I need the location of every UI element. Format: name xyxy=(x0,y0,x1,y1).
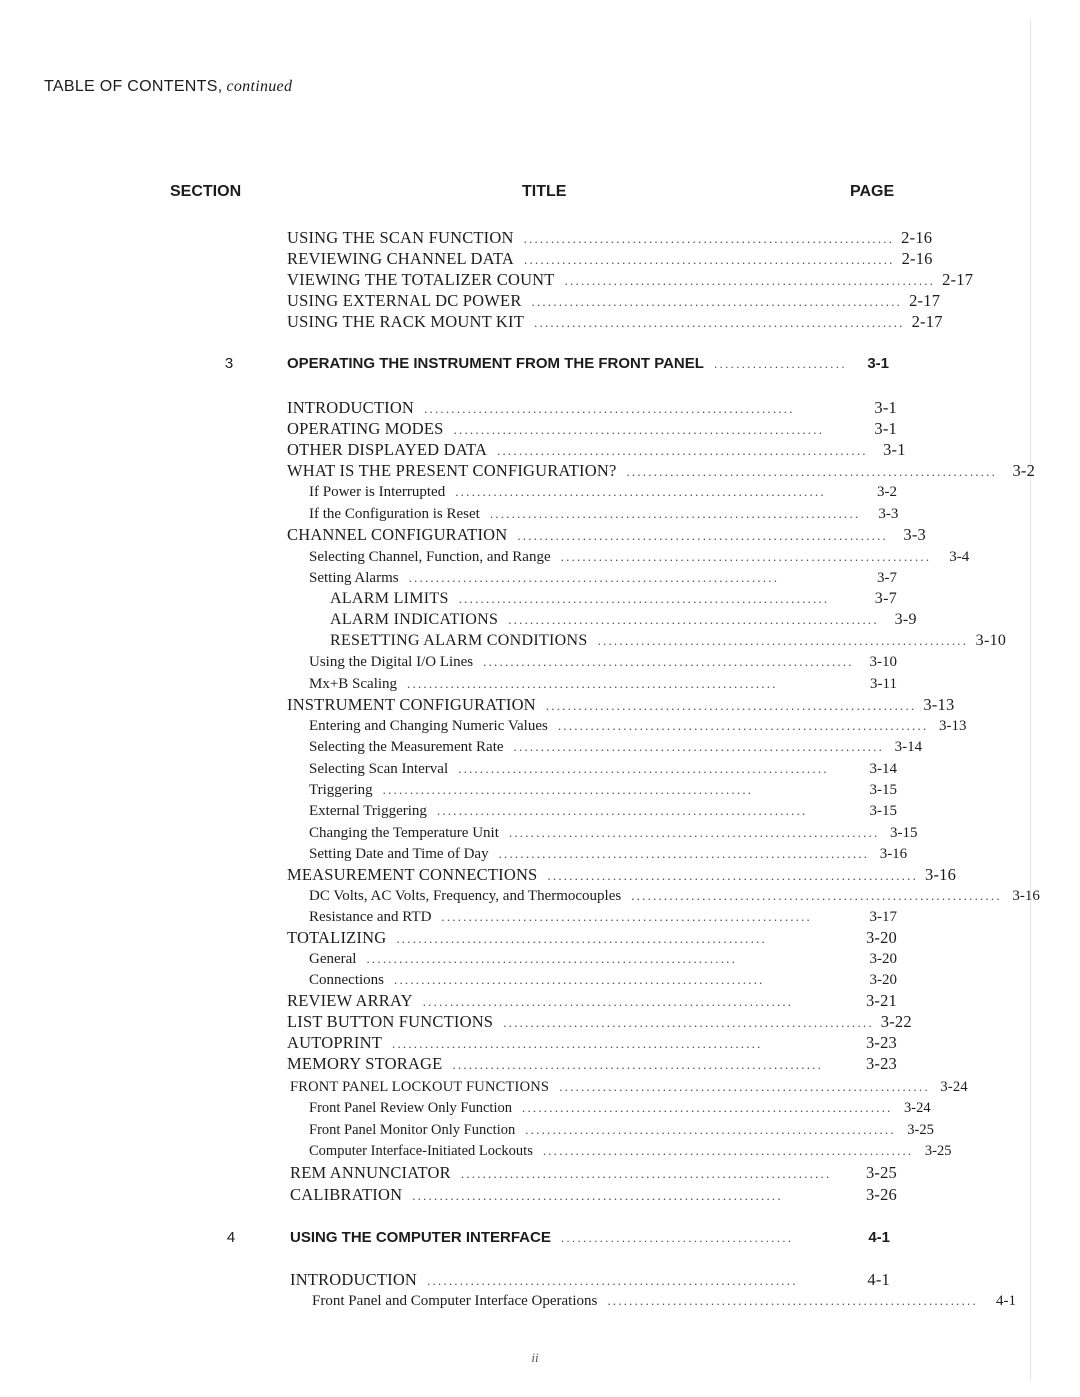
chapter-3-page: 3-1 xyxy=(867,355,889,372)
chapter-4-heading[interactable]: USING THE COMPUTER INTERFACE .......................................... 4-1 xyxy=(290,1226,890,1250)
toc-entry-page: 3-23 xyxy=(865,1054,897,1073)
toc-subentry[interactable]: Selecting the Measurement Rate .................................................................... 3-14 xyxy=(287,736,897,758)
toc-entry-title: Selecting Channel, Function, and Range xyxy=(309,549,551,565)
chapter-3-heading[interactable]: OPERATING THE INSTRUMENT FROM THE FRONT PANEL ........................ 3-1 xyxy=(287,352,889,376)
toc-entry-page: 2-17 xyxy=(911,312,943,331)
toc-subsubentry[interactable]: ALARM INDICATIONS .................................................................... 3-9 xyxy=(287,609,897,631)
column-header-page: PAGE xyxy=(850,183,895,200)
toc-entry[interactable]: TOTALIZING .................................................................... 3-20 xyxy=(287,928,897,947)
toc-entry-title: Front Panel Review Only Function xyxy=(309,1100,512,1116)
toc-entry-title: General xyxy=(309,951,357,967)
toc-subentry[interactable]: External Triggering .................................................................... 3-15 xyxy=(287,800,897,822)
header-continued: continued xyxy=(226,78,293,95)
toc-entry[interactable]: AUTOPRINT .................................................................... 3-23 xyxy=(287,1033,897,1052)
toc-entry[interactable]: USING THE SCAN FUNCTION .................................................................... 2-16 xyxy=(287,228,933,247)
toc-entry-title: Entering and Changing Numeric Values xyxy=(309,718,548,734)
toc-entry-title: If Power is Interrupted xyxy=(309,484,446,500)
toc-entry[interactable]: USING THE RACK MOUNT KIT .................................................................... 2-17 xyxy=(287,312,943,331)
toc-entry-page: 3-20 xyxy=(869,951,897,967)
toc-entry-title: Front Panel and Computer Interface Operations xyxy=(312,1293,598,1309)
toc-entry-title: AUTOPRINT xyxy=(287,1033,382,1052)
toc-entry[interactable]: REVIEWING CHANNEL DATA .................................................................... 2-16 xyxy=(287,249,933,268)
toc-entry-page: 3-13 xyxy=(923,695,955,714)
header-title: TABLE OF CONTENTS, xyxy=(44,78,223,95)
toc-entry-page: 3-25 xyxy=(865,1163,897,1182)
toc-entry-title: Resistance and RTD xyxy=(309,909,432,925)
toc-entry[interactable]: OPERATING MODES .................................................................... 3-1 xyxy=(287,419,897,438)
toc-entry-page: 2-17 xyxy=(909,291,941,310)
toc-entry-title: VIEWING THE TOTALIZER COUNT xyxy=(287,270,555,289)
chapter-3-number: 3 xyxy=(224,355,234,372)
toc-entry-page: 3-17 xyxy=(869,909,897,925)
toc-entry-page: 3-4 xyxy=(949,549,970,565)
chapter-3-title: OPERATING THE INSTRUMENT FROM THE FRONT PANEL xyxy=(287,355,704,372)
toc-entry-page: 3-1 xyxy=(874,398,897,417)
column-header-section: SECTION xyxy=(170,183,242,200)
toc-entry-page: 3-14 xyxy=(869,761,897,777)
toc-entry-title: CALIBRATION xyxy=(290,1185,403,1204)
toc-entry-page: 3-16 xyxy=(1012,888,1040,904)
toc-subsubentry[interactable]: ALARM LIMITS .................................................................... 3-7 xyxy=(287,588,897,610)
toc-entry-page: 3-7 xyxy=(874,590,897,607)
toc-subentry[interactable]: If the Configuration is Reset .................................................................... 3-3 xyxy=(287,503,897,525)
toc-entry-page: 3-1 xyxy=(874,419,897,438)
toc-entry-page: 3-13 xyxy=(938,718,967,734)
toc-entry-page: 3-25 xyxy=(907,1122,934,1138)
toc-entry-title: Triggering xyxy=(309,782,373,798)
toc-subentry[interactable]: Selecting Scan Interval .................................................................... 3-14 xyxy=(287,758,897,780)
toc-entry[interactable]: VIEWING THE TOTALIZER COUNT .................................................................... 2-17 xyxy=(287,270,974,289)
toc-entry-page: 3-2 xyxy=(877,484,897,500)
toc-subentry[interactable]: Resistance and RTD .................................................................... 3-17 xyxy=(287,906,897,928)
toc-entry-title: External Triggering xyxy=(309,803,427,819)
toc-subentry[interactable]: Selecting Channel, Function, and Range .................................................................... 3-4 xyxy=(287,546,897,568)
toc-subentry[interactable]: Using the Digital I/O Lines .................................................................... 3-10 xyxy=(287,651,897,673)
toc-entry-page: 3-16 xyxy=(879,846,908,862)
toc-entry-page: 3-7 xyxy=(877,570,897,586)
toc-entry[interactable]: LIST BUTTON FUNCTIONS .................................................................... 3-22 xyxy=(287,1012,912,1031)
toc-entry-page: 4-1 xyxy=(995,1293,1016,1309)
toc-entry-page: 3-14 xyxy=(894,739,923,755)
toc-entry[interactable]: FRONT PANEL LOCKOUT FUNCTIONS .................................................................... 3-24 xyxy=(290,1076,897,1098)
column-header-title: TITLE xyxy=(522,183,567,200)
toc-entry[interactable]: MEASUREMENT CONNECTIONS .................................................................... 3-16 xyxy=(287,865,957,884)
toc-entry-title: USING THE SCAN FUNCTION xyxy=(287,228,514,247)
toc-entry-page: 3-2 xyxy=(1012,461,1036,480)
chapter-4-page: 4-1 xyxy=(868,1229,890,1246)
toc-entry-page: 4-1 xyxy=(867,1270,890,1289)
toc-entry-title: FRONT PANEL LOCKOUT FUNCTIONS xyxy=(290,1079,550,1095)
toc-entry-title: WHAT IS THE PRESENT CONFIGURATION? xyxy=(287,461,617,480)
toc-entry[interactable]: INTRODUCTION .................................................................... 3-1 xyxy=(287,398,897,417)
toc-entry-page: 3-21 xyxy=(865,991,897,1010)
toc-entry-page: 3-15 xyxy=(889,825,918,841)
toc-entry-page: 3-10 xyxy=(975,632,1007,649)
toc-subentry[interactable]: Front Panel Monitor Only Function .................................................................... 3-25 xyxy=(287,1119,897,1141)
toc-entry-page: 2-16 xyxy=(901,249,933,268)
toc-entry[interactable]: REVIEW ARRAY .................................................................... 3-21 xyxy=(287,991,897,1010)
toc-entry-title: LIST BUTTON FUNCTIONS xyxy=(287,1012,494,1031)
toc-entry-title: Connections xyxy=(309,972,384,988)
toc-subentry[interactable]: Setting Date and Time of Day .................................................................... 3-16 xyxy=(287,843,897,865)
toc-entry-page: 3-22 xyxy=(880,1012,912,1031)
toc-entry-page: 3-24 xyxy=(940,1079,968,1095)
toc-entry-title: Setting Alarms xyxy=(309,570,399,586)
toc-entry-page: 2-16 xyxy=(901,228,933,247)
toc-entry-title: Selecting the Measurement Rate xyxy=(309,739,504,755)
toc-entry-title: INTRODUCTION xyxy=(287,398,415,417)
toc-entry-title: Mx+B Scaling xyxy=(309,676,398,692)
toc-entry-title: RESETTING ALARM CONDITIONS xyxy=(330,632,588,649)
toc-entry-title: Setting Date and Time of Day xyxy=(309,846,489,862)
toc-entry-title: TOTALIZING xyxy=(287,928,387,947)
toc-entry-page: 3-25 xyxy=(924,1143,952,1159)
toc-entry-page: 3-20 xyxy=(869,972,897,988)
toc-entry-title: INSTRUMENT CONFIGURATION xyxy=(287,695,536,714)
toc-subentry[interactable]: Front Panel and Computer Interface Operations .................................................................... 4-1 xyxy=(290,1290,890,1312)
toc-subentry[interactable]: Mx+B Scaling .................................................................... 3-11 xyxy=(287,673,897,695)
toc-subentry[interactable]: Triggering .................................................................... 3-15 xyxy=(287,779,897,801)
toc-entry-page: 2-17 xyxy=(942,270,974,289)
toc-subentry[interactable]: Changing the Temperature Unit .................................................................... 3-15 xyxy=(287,822,897,844)
toc-entry-page: 3-9 xyxy=(894,611,917,628)
toc-entry-title: If the Configuration is Reset xyxy=(309,506,480,522)
toc-entry-page: 3-24 xyxy=(904,1100,931,1116)
page-folio: ii xyxy=(531,1350,539,1365)
toc-entry-title: REM ANNUNCIATOR xyxy=(290,1163,451,1182)
toc-entry-page: 3-16 xyxy=(925,865,957,884)
toc-entry-page: 3-20 xyxy=(865,928,897,947)
toc-entry-title: REVIEWING CHANNEL DATA xyxy=(287,249,515,268)
toc-entry-title: Using the Digital I/O Lines xyxy=(309,654,474,670)
toc-entry[interactable]: WHAT IS THE PRESENT CONFIGURATION? .................................................................... 3-2 xyxy=(287,461,1036,480)
toc-entry-title: REVIEW ARRAY xyxy=(287,991,413,1010)
toc-subentry[interactable]: Entering and Changing Numeric Values .................................................................... 3-13 xyxy=(287,715,897,737)
toc-entry-title: ALARM LIMITS xyxy=(330,590,449,607)
toc-entry-title: Changing the Temperature Unit xyxy=(309,825,499,841)
toc-entry-title: USING EXTERNAL DC POWER xyxy=(287,291,522,310)
toc-entry-page: 3-15 xyxy=(869,803,897,819)
toc-subentry[interactable]: Front Panel Review Only Function .................................................................... 3-24 xyxy=(287,1097,897,1119)
toc-subentry[interactable]: General .................................................................... 3-20 xyxy=(287,948,897,970)
toc-entry-title: MEMORY STORAGE xyxy=(287,1054,443,1073)
toc-subentry[interactable]: Connections .................................................................... 3-20 xyxy=(287,969,897,991)
toc-subentry[interactable]: Computer Interface-Initiated Lockouts .................................................................... 3-25 xyxy=(287,1140,897,1162)
toc-entry[interactable]: INSTRUMENT CONFIGURATION .................................................................... 3-13 xyxy=(287,695,955,714)
toc-entry-title: Front Panel Monitor Only Function xyxy=(309,1122,516,1138)
toc-entry-page: 3-23 xyxy=(865,1033,897,1052)
toc-subsubentry[interactable]: RESETTING ALARM CONDITIONS .................................................................... 3-10 xyxy=(287,630,897,652)
toc-entry-title: ALARM INDICATIONS xyxy=(330,611,499,628)
toc-entry[interactable]: REM ANNUNCIATOR .................................................................... 3-25 xyxy=(290,1163,897,1182)
toc-entry-title: MEASUREMENT CONNECTIONS xyxy=(287,865,538,884)
toc-subentry[interactable]: DC Volts, AC Volts, Frequency, and Thermocouples .................................................................... 3-16 xyxy=(287,885,897,907)
toc-entry-title: OPERATING MODES xyxy=(287,419,444,438)
toc-entry-title: DC Volts, AC Volts, Frequency, and Thermocouples xyxy=(309,888,622,904)
chapter-4-title: USING THE COMPUTER INTERFACE xyxy=(290,1229,551,1246)
toc-entry-page: 3-26 xyxy=(865,1185,897,1204)
toc-subentry[interactable]: If Power is Interrupted .................................................................... 3-2 xyxy=(287,481,897,503)
toc-entry[interactable]: CALIBRATION .................................................................... 3-26 xyxy=(290,1185,897,1204)
toc-entry-page: 3-11 xyxy=(870,676,897,692)
toc-entry[interactable]: USING EXTERNAL DC POWER .................................................................... 2-17 xyxy=(287,291,941,310)
toc-entry-page: 3-10 xyxy=(869,654,897,670)
toc-entry[interactable]: OTHER DISPLAYED DATA .................................................................... 3-1 xyxy=(287,440,906,459)
toc-entry-page: 3-15 xyxy=(869,782,897,798)
toc-entry-page: 3-1 xyxy=(883,440,906,459)
toc-entry-page: 3-3 xyxy=(903,525,926,544)
toc-entry-title: OTHER DISPLAYED DATA xyxy=(287,440,488,459)
toc-entry-title: USING THE RACK MOUNT KIT xyxy=(287,312,525,331)
toc-entry-title: Computer Interface-Initiated Lockouts xyxy=(309,1143,533,1159)
toc-entry-title: Selecting Scan Interval xyxy=(309,761,449,777)
toc-entry-title: INTRODUCTION xyxy=(290,1270,418,1289)
toc-subentry[interactable]: Setting Alarms .................................................................... 3-7 xyxy=(287,567,897,589)
toc-entry-page: 3-3 xyxy=(878,506,899,522)
toc-entry[interactable]: INTRODUCTION .................................................................... 4-1 xyxy=(290,1270,890,1289)
toc-entry[interactable]: CHANNEL CONFIGURATION .................................................................... 3-3 xyxy=(287,525,926,544)
chapter-4-number: 4 xyxy=(226,1229,236,1246)
toc-entry-title: CHANNEL CONFIGURATION xyxy=(287,525,508,544)
toc-entry[interactable]: MEMORY STORAGE .................................................................... 3-23 xyxy=(287,1054,897,1073)
